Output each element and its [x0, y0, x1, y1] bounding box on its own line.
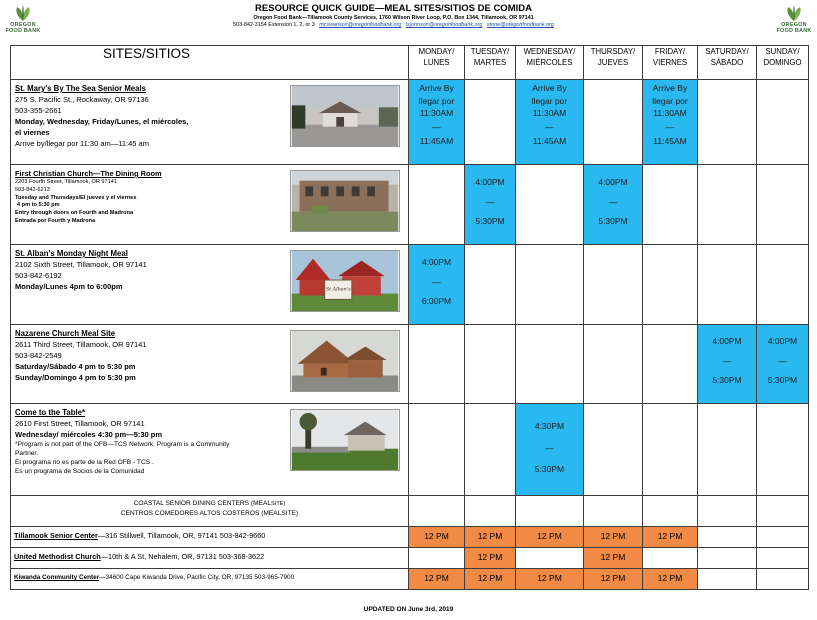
- slot-st-albans-tuesday: [465, 245, 516, 325]
- slot-kiwanda-monday: 12 PM: [409, 569, 465, 590]
- center-name[interactable]: United Methodist Church: [14, 552, 101, 561]
- center-info-kiwanda: Kiwanda Community Center—34600 Cape Kiwanda Drive, Pacific City, OR, 97135 503-965-7900: [11, 569, 409, 590]
- slot-first-christian-sunday: [757, 165, 809, 245]
- site-info-first-christian: First Christian Church—The Dining Room 2203 Fourth Street, Tillamook, OR 97141 503-842-6213 Tuesday and Thursdays/El jueves y el viernes 4 pm to 5:30 pm Entry through doors on Fourth and Madrona Entrada por Fourth y Madrona: [11, 165, 409, 245]
- slot-kiwanda-tuesday: 12 PM: [465, 569, 516, 590]
- slot-st-marys-tuesday: [465, 80, 516, 165]
- slot-come-to-the-table-saturday: [698, 404, 757, 496]
- day-header-monday: MONDAY/ LUNES: [409, 46, 465, 80]
- slot-st-marys-friday: Arrive By llegar por 11:30AM — 11:45AM: [643, 80, 698, 165]
- slot-nazarene-sunday: 4:00PM — 5:30PM: [757, 325, 809, 404]
- slot-st-marys-thursday: [584, 80, 643, 165]
- updated-date: UPDATED ON June 3rd, 2019: [363, 606, 454, 613]
- slot-st-marys-saturday: [698, 80, 757, 165]
- site-info-st-albans: St. Alban's Monday Night Meal 2102 Sixth Street, Tillamook, OR 97141 503-842-6192 Monday/Lunes 4pm to 6:00pm St Alban's: [11, 245, 409, 325]
- page-header: [0, 4, 817, 28]
- site-photo-come-to-the-table: [290, 409, 400, 471]
- slot-come-to-the-table-wednesday: 4:30PM — 5:30PM: [516, 404, 584, 496]
- slot-tillamook-tuesday: 12 PM: [465, 527, 516, 548]
- slot-come-to-the-table-tuesday: [465, 404, 516, 496]
- slot-st-marys-sunday: [757, 80, 809, 165]
- site-name[interactable]: St. Mary's By The Sea Senior Meals: [15, 84, 146, 93]
- slot-first-christian-wednesday: [516, 165, 584, 245]
- site-row-come-to-the-table: [11, 404, 809, 496]
- day-header-tuesday: TUESDAY/ MARTES: [465, 46, 516, 80]
- site-row-first-christian: [11, 165, 809, 245]
- table-header-row: [11, 46, 809, 80]
- site-photo-st-marys: [290, 85, 400, 147]
- slot-st-albans-thursday: [584, 245, 643, 325]
- day-header-friday: FRIDAY/ VIERNES: [643, 46, 698, 80]
- slot-tillamook-thursday: 12 PM: [584, 527, 643, 548]
- slot-st-marys-wednesday: Arrive By llegar por 11:30AM — 11:45AM: [516, 80, 584, 165]
- day-header-thursday: THURSDAY/ JUEVES: [584, 46, 643, 80]
- phone-line: 503-842-3154 Extension 1, 2, or 3: [233, 21, 315, 28]
- slot-st-marys-monday: Arrive By llegar por 11:30AM — 11:45AM: [409, 80, 465, 165]
- org-address: Oregon Food Bank—Tillamook County Services, 1760 Wilson River Loop, P.O. Box 1344, Tillamook, OR 97141: [253, 14, 534, 21]
- slot-come-to-the-table-friday: [643, 404, 698, 496]
- slot-nazarene-tuesday: [465, 325, 516, 404]
- sites-header: SITES/SITIOS: [11, 46, 409, 80]
- slot-st-albans-friday: [643, 245, 698, 325]
- svg-text:St Alban's: St Alban's: [325, 287, 351, 293]
- site-info-st-marys: St. Mary's By The Sea Senior Meals 275 S. Pacific St., Rockaway, OR 97136 503-355-2661 Monday, Wednesday, Friday/Lunes, el miércoles, el viernes Arrive by/llegar por 11:30 am—11:45 am: [11, 80, 409, 165]
- page-title: RESOURCE QUICK GUIDE—MEAL SITES/SITIOS DE COMIDA: [255, 3, 532, 14]
- day-header-wednesday: WEDNESDAY/ MIÉRCOLES: [516, 46, 584, 80]
- slot-united-methodist-friday: [643, 548, 698, 569]
- email-link-3[interactable]: stone@oregonfoodbank.org: [486, 21, 554, 28]
- site-name[interactable]: St. Alban's Monday Night Meal: [15, 249, 128, 258]
- slot-first-christian-monday: [409, 165, 465, 245]
- slot-united-methodist-wednesday: [516, 548, 584, 569]
- contact-line: [0, 23, 817, 28]
- email-link-2[interactable]: lsjohnson@oregonfoodbank.org: [405, 21, 483, 28]
- site-name[interactable]: Nazarene Church Meal Site: [15, 329, 116, 338]
- center-info-united-methodist: United Methodist Church—10th & A St, Nehalem, OR, 97131 503-368-3622: [11, 548, 409, 569]
- slot-first-christian-friday: [643, 165, 698, 245]
- site-info-nazarene: Nazarene Church Meal Site 2611 Third Street, Tillamook, OR 97141 503-842-2549 Saturday/Sábado 4 pm to 5:30 pm Sunday/Domingo 4 pm to 5:30 pm: [11, 325, 409, 404]
- slot-tillamook-sunday: [757, 527, 809, 548]
- meal-schedule-table: [10, 45, 809, 590]
- site-name[interactable]: First Christian Church—The Dining Room: [15, 169, 162, 178]
- slot-st-albans-wednesday: [516, 245, 584, 325]
- coastal-senior-dining-heading: COASTAL SENIOR DINING CENTERS (MEALSITE) CENTROS COMEDORES ALTOS COSTEROS (MEALSITE): [11, 496, 409, 527]
- email-link-1[interactable]: mcswanson@oregonfoodbank.org: [319, 21, 402, 28]
- slot-united-methodist-saturday: [698, 548, 757, 569]
- site-photo-st-albans: [290, 250, 400, 312]
- site-row-nazarene: [11, 325, 809, 404]
- center-row-tillamook: [11, 527, 809, 548]
- site-row-st-albans: [11, 245, 809, 325]
- slot-st-albans-sunday: [757, 245, 809, 325]
- slot-kiwanda-wednesday: 12 PM: [516, 569, 584, 590]
- slot-kiwanda-saturday: [698, 569, 757, 590]
- center-row-united-methodist: [11, 548, 809, 569]
- center-name[interactable]: Tillamook Senior Center: [14, 531, 98, 540]
- slot-tillamook-friday: 12 PM: [643, 527, 698, 548]
- site-photo-first-christian: [290, 170, 400, 232]
- slot-tillamook-monday: 12 PM: [409, 527, 465, 548]
- slot-first-christian-thursday: 4:00PM — 5:30PM: [584, 165, 643, 245]
- site-name[interactable]: Come to the Table*: [15, 408, 86, 417]
- site-info-come-to-the-table: Come to the Table* 2610 First Street, Tillamook, OR 97141 Wednesday/ miércoles 4:30 pm—5:30 pm *Program is not part of the OFB—TCS Network. Program is a Community Partner. El programa no es parte de la Red OFB - TCS . Es un programa de Socios de la Comunidad: [11, 404, 409, 496]
- slot-nazarene-wednesday: [516, 325, 584, 404]
- slot-tillamook-saturday: [698, 527, 757, 548]
- slot-nazarene-thursday: [584, 325, 643, 404]
- center-name[interactable]: Kiwanda Community Center: [14, 574, 100, 581]
- slot-first-christian-tuesday: 4:00PM — 5:30PM: [465, 165, 516, 245]
- slot-united-methodist-thursday: 12 PM: [584, 548, 643, 569]
- slot-come-to-the-table-monday: [409, 404, 465, 496]
- site-photo-nazarene: [290, 330, 400, 392]
- coastal-header-row: [11, 496, 809, 527]
- day-header-sunday: SUNDAY/ DOMINGO: [757, 46, 809, 80]
- center-row-kiwanda: [11, 569, 809, 590]
- slot-nazarene-friday: [643, 325, 698, 404]
- site-row-st-marys: [11, 80, 809, 165]
- slot-kiwanda-thursday: 12 PM: [584, 569, 643, 590]
- slot-st-albans-saturday: [698, 245, 757, 325]
- slot-first-christian-saturday: [698, 165, 757, 245]
- slot-united-methodist-tuesday: 12 PM: [465, 548, 516, 569]
- slot-kiwanda-sunday: [757, 569, 809, 590]
- center-info-tillamook: Tillamook Senior Center—316 Stillwell, Tillamook, OR, 97141 503-842-9660: [11, 527, 409, 548]
- slot-kiwanda-friday: 12 PM: [643, 569, 698, 590]
- slot-come-to-the-table-sunday: [757, 404, 809, 496]
- slot-tillamook-wednesday: 12 PM: [516, 527, 584, 548]
- slot-united-methodist-sunday: [757, 548, 809, 569]
- day-header-saturday: SATURDAY/ SÁBADO: [698, 46, 757, 80]
- oregon-food-bank-logo: OREGON FOOD BANK: [4, 4, 42, 44]
- slot-nazarene-monday: [409, 325, 465, 404]
- slot-come-to-the-table-thursday: [584, 404, 643, 496]
- slot-st-albans-monday: 4:00PM — 6:00PM: [409, 245, 465, 325]
- slot-united-methodist-monday: [409, 548, 465, 569]
- oregon-food-bank-logo-right: OREGON FOOD BANK: [775, 4, 813, 44]
- slot-nazarene-saturday: 4:00PM — 5:30PM: [698, 325, 757, 404]
